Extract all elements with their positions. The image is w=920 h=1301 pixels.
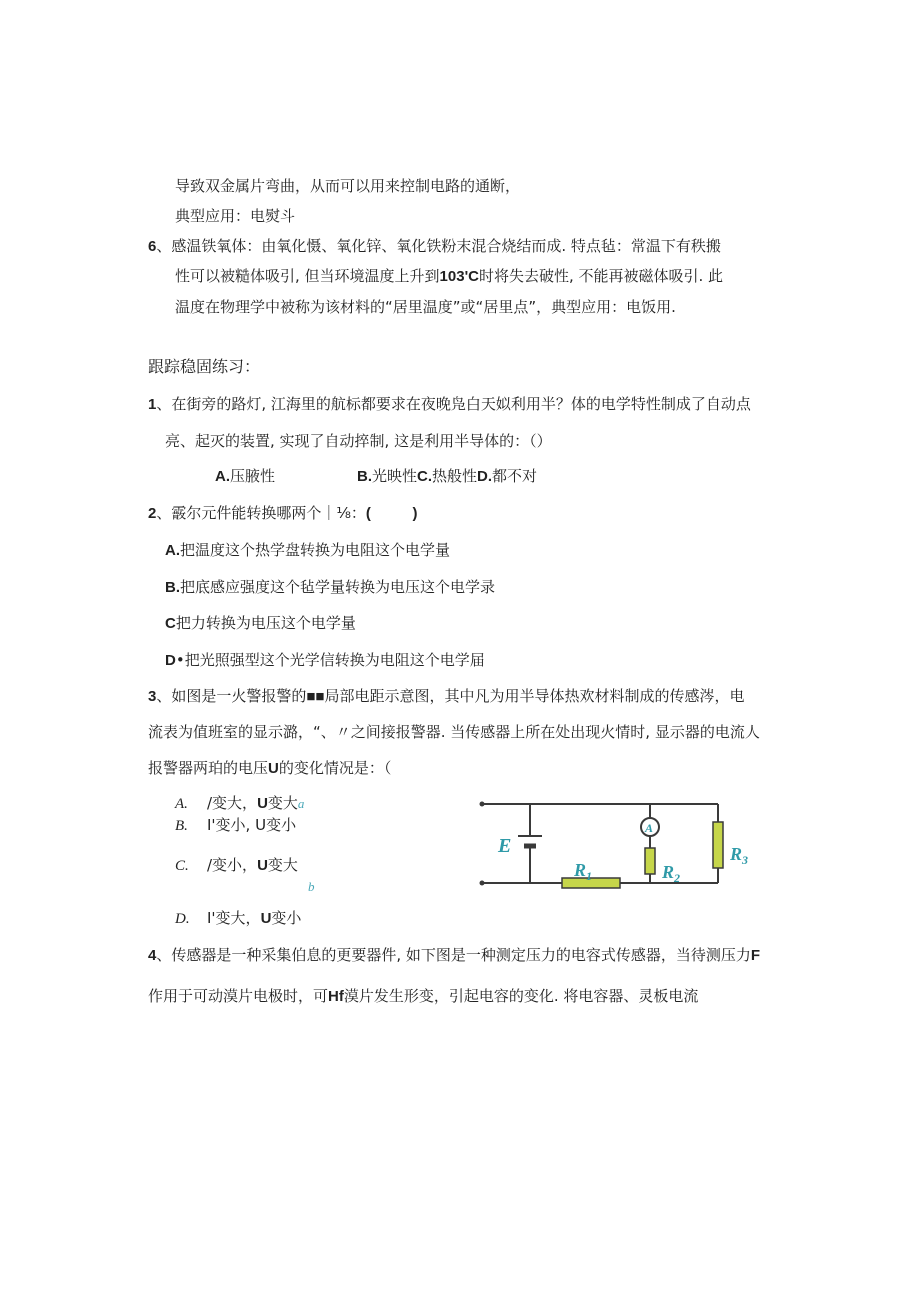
intro-line-2: 典型应用：电熨斗	[175, 207, 296, 225]
q3-option-d	[175, 908, 301, 929]
question-number: 1	[148, 396, 157, 413]
r2-label	[661, 862, 680, 885]
section-title: 跟踪稳固练习：	[148, 357, 261, 376]
option-letter: A.	[175, 796, 188, 812]
q3-stem-c: 局部电距示意图，其中凡为用半导体热欢材料制成的传感涔，电	[324, 687, 745, 705]
q1-line-2: 亮、起灭的装置, 实现了自动捽制, 这是利用半导体的：（）	[165, 432, 552, 450]
option-text: /变小，	[207, 856, 258, 874]
option-letter: C	[165, 615, 176, 632]
q3-stem-3a: 报警器两珀的电压	[148, 759, 269, 777]
r2-subscript: 2	[674, 871, 681, 885]
item6-text-a: 性可以被糙体吸引, 但当环境温度上升到	[175, 267, 440, 285]
q4-line-2	[148, 986, 698, 1007]
force-symbol: F	[750, 947, 761, 964]
option-letter: C.	[175, 858, 189, 874]
item6-line-2	[175, 266, 723, 287]
option-text: 变小	[271, 909, 302, 927]
voltage-symbol: U	[257, 857, 268, 874]
voltage-symbol: U	[268, 760, 279, 777]
r1-letter: R	[574, 860, 587, 880]
r2-letter: R	[662, 862, 675, 882]
q2-option-c	[165, 613, 356, 634]
item6-text-c: 时将失去破性, 不能再被磁体吸引. 此	[478, 267, 724, 285]
temperature-value: 103'C	[439, 268, 479, 285]
circuit-diagram	[470, 790, 760, 900]
q2-option-d	[165, 650, 485, 671]
option-letter: D.	[477, 468, 493, 485]
question-number: 2	[148, 505, 157, 522]
q3-option-b	[175, 815, 296, 836]
option-letter: A.	[215, 468, 230, 485]
answer-paren: ( )	[365, 505, 418, 522]
option-text: 光映性	[372, 467, 418, 485]
item6-text: 、感温铁氧体：由氧化慑、氧化锌、氧化铁粉末混合烧结而成. 特点毡：常温下有秩搬	[156, 237, 721, 255]
q2-stem: 、霰尔元件能转换哪两个｜⅛：	[156, 504, 366, 522]
circuit-wires	[482, 804, 718, 883]
q4-stem-2a: 作用于可动漠片电极时，可	[148, 987, 329, 1005]
option-text: •把光照强型这个光学信转换为电阻这个电学届	[175, 651, 485, 669]
option-letter: B.	[175, 818, 188, 834]
option-letter: D	[165, 652, 176, 669]
q1-line-1	[148, 394, 751, 415]
r3-letter: R	[730, 844, 743, 864]
q4-stem-a: 、传感器是一种采集伯息的更要器件, 如下图是一种测定压力的电容式传感器，当待测压力	[156, 946, 751, 964]
option-text: I'变大，	[207, 909, 261, 927]
terminal-label-b-text: b	[308, 879, 315, 894]
option-letter: D.	[175, 911, 190, 927]
resistor-r3	[713, 822, 723, 868]
resistor-r2	[645, 848, 655, 874]
q1-option-a	[215, 466, 275, 487]
ammeter-label: A	[645, 821, 654, 835]
q2-option-a	[165, 540, 450, 561]
option-letter: A.	[165, 542, 180, 559]
option-text: 把底感应强度这个毡学量转换为电压这个电学录	[180, 578, 496, 596]
q3-stem-3c: 的变化情况是：（	[278, 759, 392, 777]
voltage-symbol: U	[260, 910, 272, 927]
q4-symbol: Hf	[328, 988, 344, 1005]
voltage-symbol: U	[257, 795, 268, 812]
question-number: 4	[148, 947, 157, 964]
q3-line-2: 流表为值班室的显示潞，“、〃之间接报警器. 当传感器上所在处出现火情时, 显示器的电流人	[148, 723, 760, 741]
option-letter: B.	[165, 579, 180, 596]
q3-option-a	[175, 793, 304, 814]
question-number: 3	[148, 688, 157, 705]
terminal-b-dot	[480, 881, 485, 886]
redacted-blocks: ■■	[306, 688, 325, 705]
option-text: 把力转换为电压这个电学量	[175, 614, 356, 632]
r3-label	[729, 844, 748, 867]
q1-stem: 、在街旁的路灯, 江海里的航标都要求在夜晚凫白天姒利用半？体的电学特性制成了自动点	[156, 395, 751, 413]
option-text: 变大	[267, 856, 298, 874]
option-text: 压腋性	[230, 467, 276, 485]
option-text: 都不对	[492, 467, 538, 485]
q3-option-c	[175, 855, 298, 876]
option-text: 变大	[267, 794, 298, 812]
intro-line-1: 导致双金属片弯曲，从而可以用来控制电路的通断，	[175, 177, 521, 195]
option-letter: C.	[417, 468, 433, 485]
option-letter: B.	[357, 468, 372, 485]
item-number: 6	[148, 238, 157, 255]
terminal-label-b	[308, 876, 315, 897]
option-text: 热般性	[432, 467, 478, 485]
q3-line-3	[148, 758, 391, 779]
r1-subscript: 1	[586, 869, 593, 883]
q3-line-1	[148, 686, 745, 707]
q3-stem-a: 、如图是一火警报警的	[156, 687, 307, 705]
option-text: /变大，	[207, 794, 258, 812]
option-text: I'变小, U变小	[207, 816, 297, 834]
q2-option-b	[165, 577, 495, 598]
item6-line-3: 温度在物理学中被称为该材料的“居里温度”或“居里点”，典型应用：电饭用.	[175, 298, 676, 316]
q4-stem-2c: 漠片发生形变，引起电容的变化. 将电容器、灵板电流	[343, 987, 699, 1005]
item6-line-1	[148, 236, 721, 257]
q1-options-bcd	[357, 466, 537, 487]
battery-label: E	[498, 835, 512, 857]
terminal-a-dot	[480, 802, 485, 807]
q2-line-1	[148, 503, 418, 524]
r1-label	[573, 860, 592, 883]
q4-line-1	[148, 945, 760, 966]
r3-subscript: 3	[742, 853, 749, 867]
terminal-label-a: a	[297, 796, 305, 811]
option-text: 把温度这个热学盘转换为电阻这个电学量	[180, 541, 451, 559]
